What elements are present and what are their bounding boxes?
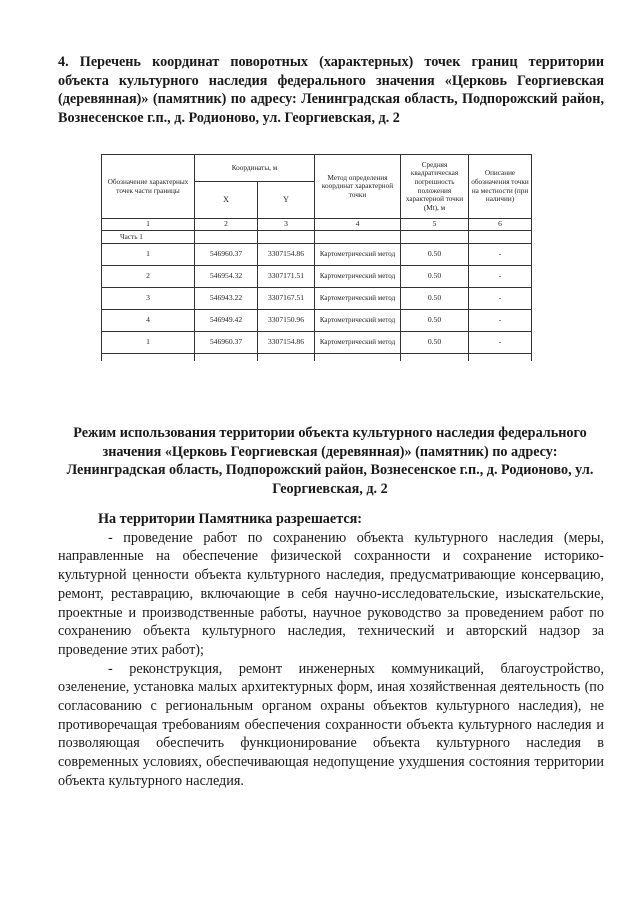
error-cell: 0.50 (401, 288, 469, 310)
coord-y: 3307171.51 (258, 266, 315, 288)
allowed-title: На территории Памятника разрешается: (98, 511, 363, 527)
table-row (102, 244, 532, 266)
allowed-section (58, 510, 604, 791)
column-number: 3 (258, 219, 315, 231)
point-number: 4 (102, 310, 195, 332)
point-number: 1 (102, 244, 195, 266)
column-number-row (102, 219, 532, 231)
paragraph: - реконструкция, ремонт инженерных коммуникаций, благоустройство, озеленение, установка малых архитектурных форм, иная хозяйственная деятельность (по согласованию с региональным органом охраны объектов культурного наследия), не противоречащая требованиям обеспечения сохранности объекта культурного наследия и позволяющая обеспечить функционирование объекта культурного наследия в современных условиях, обеспечивающая недопущение ухудшения состояния территории объекта культурного наследия. (58, 660, 604, 789)
error-cell: 0.50 (401, 244, 469, 266)
header-y: Y (258, 182, 315, 219)
description-cell: - (469, 244, 532, 266)
coord-x: 546943.22 (195, 288, 258, 310)
coord-y: 3307167.51 (258, 288, 315, 310)
paragraph: - проведение работ по сохранению объекта культурного наследия (меры, направленные на обеспечение физической сохранности и сохранение историко-культурной ценности объекта культурного наследия, предусматривающие консервацию, ремонт, реставрацию, включающие в себя научно-исследовательские, изыскательские, проектные и производственные работы, научное руководство за проведением работ по сохранению объекта культурного наследия, технический и авторский надзор за проведение этих работ); (58, 529, 604, 658)
point-number: 3 (102, 288, 195, 310)
error-cell: 0.50 (401, 266, 469, 288)
header-method: Метод определения координат характерной точки (315, 155, 401, 219)
column-number: 2 (195, 219, 258, 231)
table-tail-row (102, 354, 532, 362)
table-row (102, 288, 532, 310)
regime-title: Режим использования территории объекта культурного наследия федерального значения «Церковь Георгиевская (деревянная)» (памятник) по адресу: Ленинградская область, Подпорожский район, Вознесенское г.п., д. Родионово, ул. Георгиевская, д. 2 (66, 425, 594, 498)
error-cell: 0.50 (401, 310, 469, 332)
error-cell: 0.50 (401, 332, 469, 354)
point-number: 1 (102, 332, 195, 354)
coord-y: 3307154.86 (258, 332, 315, 354)
description-cell: - (469, 288, 532, 310)
method-cell: Картометрический метод (315, 310, 401, 332)
section-heading: 4. Перечень координат поворотных (характерных) точек границ территории объекта культурного наследия федерального значения «Церковь Георгиевская (деревянная)» (памятник) по адресу: Ленинградская область, Подпорожский район, Вознесенское г.п., д. Родионово, ул. Георгиевская, д. 2 (58, 54, 604, 126)
point-number: 2 (102, 266, 195, 288)
method-cell: Картометрический метод (315, 244, 401, 266)
header-error: Средняя квадратическая погрешность положения характерной точки (Mt), м (401, 155, 469, 219)
coord-x: 546954.32 (195, 266, 258, 288)
coord-y: 3307154.86 (258, 244, 315, 266)
coordinates-table-container (101, 154, 531, 361)
method-cell: Картометрический метод (315, 288, 401, 310)
part-label: Часть 1 (102, 231, 195, 244)
table-row (102, 332, 532, 354)
column-number: 4 (315, 219, 401, 231)
coord-x: 546960.37 (195, 244, 258, 266)
description-cell: - (469, 332, 532, 354)
header-designation: Обозначение характерных точек части границы (102, 155, 195, 219)
coord-y: 3307150.96 (258, 310, 315, 332)
column-number: 1 (102, 219, 195, 231)
description-cell: - (469, 266, 532, 288)
coord-x: 546949.42 (195, 310, 258, 332)
method-cell: Картометрический метод (315, 332, 401, 354)
coord-x: 546960.37 (195, 332, 258, 354)
column-number: 6 (469, 219, 532, 231)
column-number: 5 (401, 219, 469, 231)
header-coordinates: Координаты, м (195, 155, 315, 182)
header-x: X (195, 182, 258, 219)
coordinates-table (101, 154, 532, 361)
part-row (102, 231, 532, 244)
description-cell: - (469, 310, 532, 332)
table-row (102, 310, 532, 332)
header-description: Описание обозначения точки на местности (при наличии) (469, 155, 532, 219)
method-cell: Картометрический метод (315, 266, 401, 288)
table-row (102, 266, 532, 288)
